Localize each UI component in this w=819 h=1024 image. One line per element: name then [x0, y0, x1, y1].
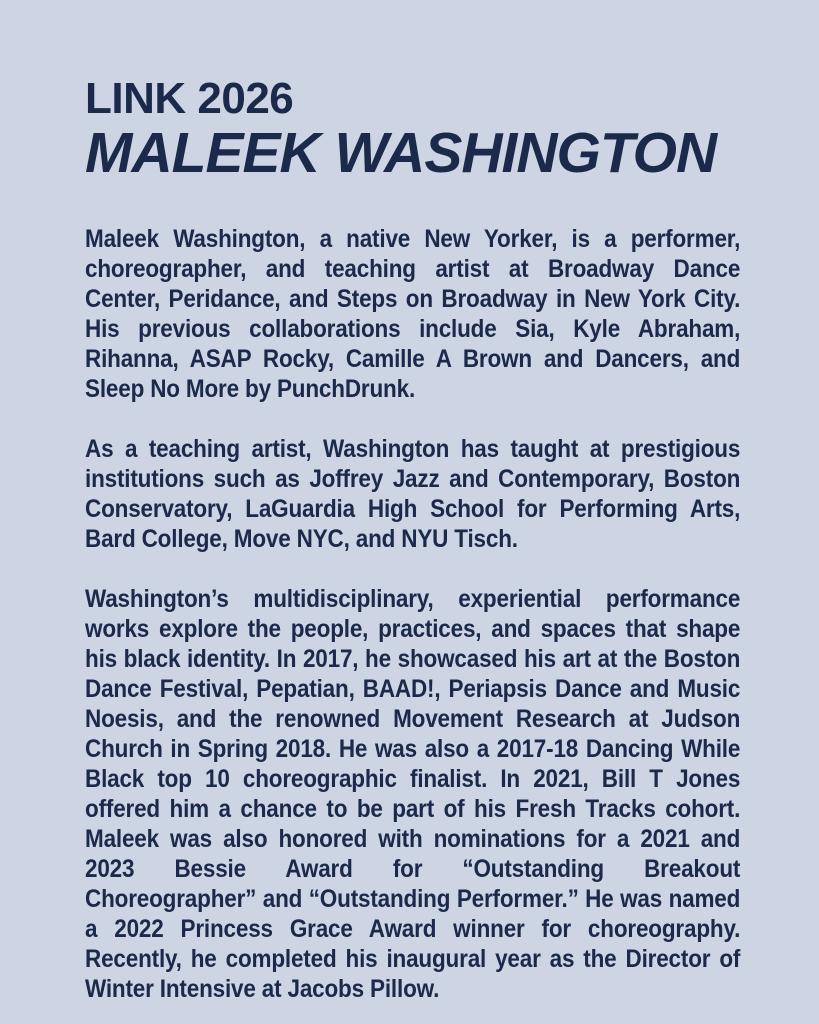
bio-paragraph-career: Maleek Washington, a native New Yorker, is a performer, choreographer, and teaching artist at Broadway Dance Center, Peridance, and Steps on Broadway in New York City. His previous collaborations include Sia, Kyle Abraham, Rihanna, ASAP Rocky, Camille A Brown and Dancers, and Sleep No More by PunchDrunk. [85, 225, 741, 403]
bio-section [85, 224, 740, 1004]
bio-paragraph-teaching: As a teaching artist, Washington has taught at prestigious institutions such as Joffrey Jazz and Contemporary, Boston Conservatory, LaGuardia High School for Performing Arts, Bard College, Move NYC, and NYU Tisch. [85, 435, 741, 553]
program-title: LINK 2026 [85, 74, 294, 123]
poster-content [85, 0, 740, 1004]
bio-paragraph-works-awards: Washington’s multidisciplinary, experiential performance works explore the people, practices, and spaces that shape his black identity. In 2017, he showcased his art at the Boston Dance Festival, Pepatian, BAAD!, Periapsis Dance and Music Noesis, and the renowned Movement Research at Judson Church in Spring 2018. He was also a 2017-18 Dancing While Black top 10 choreographic finalist. In 2021, Bill T Jones offered him a chance to be part of his Fresh Tracks cohort. Maleek was also honored with nominations for a 2021 and 2023 Bessie Award for “Outstanding Breakout Choreographer” and “Outstanding Performer.” He was named a 2022 Princess Grace Award winner for choreography. Recently, he completed his inaugural year as the Director of Winter Intensive at Jacobs Pillow. [85, 585, 741, 1003]
artist-name: MALEEK WASHINGTON [85, 121, 717, 185]
